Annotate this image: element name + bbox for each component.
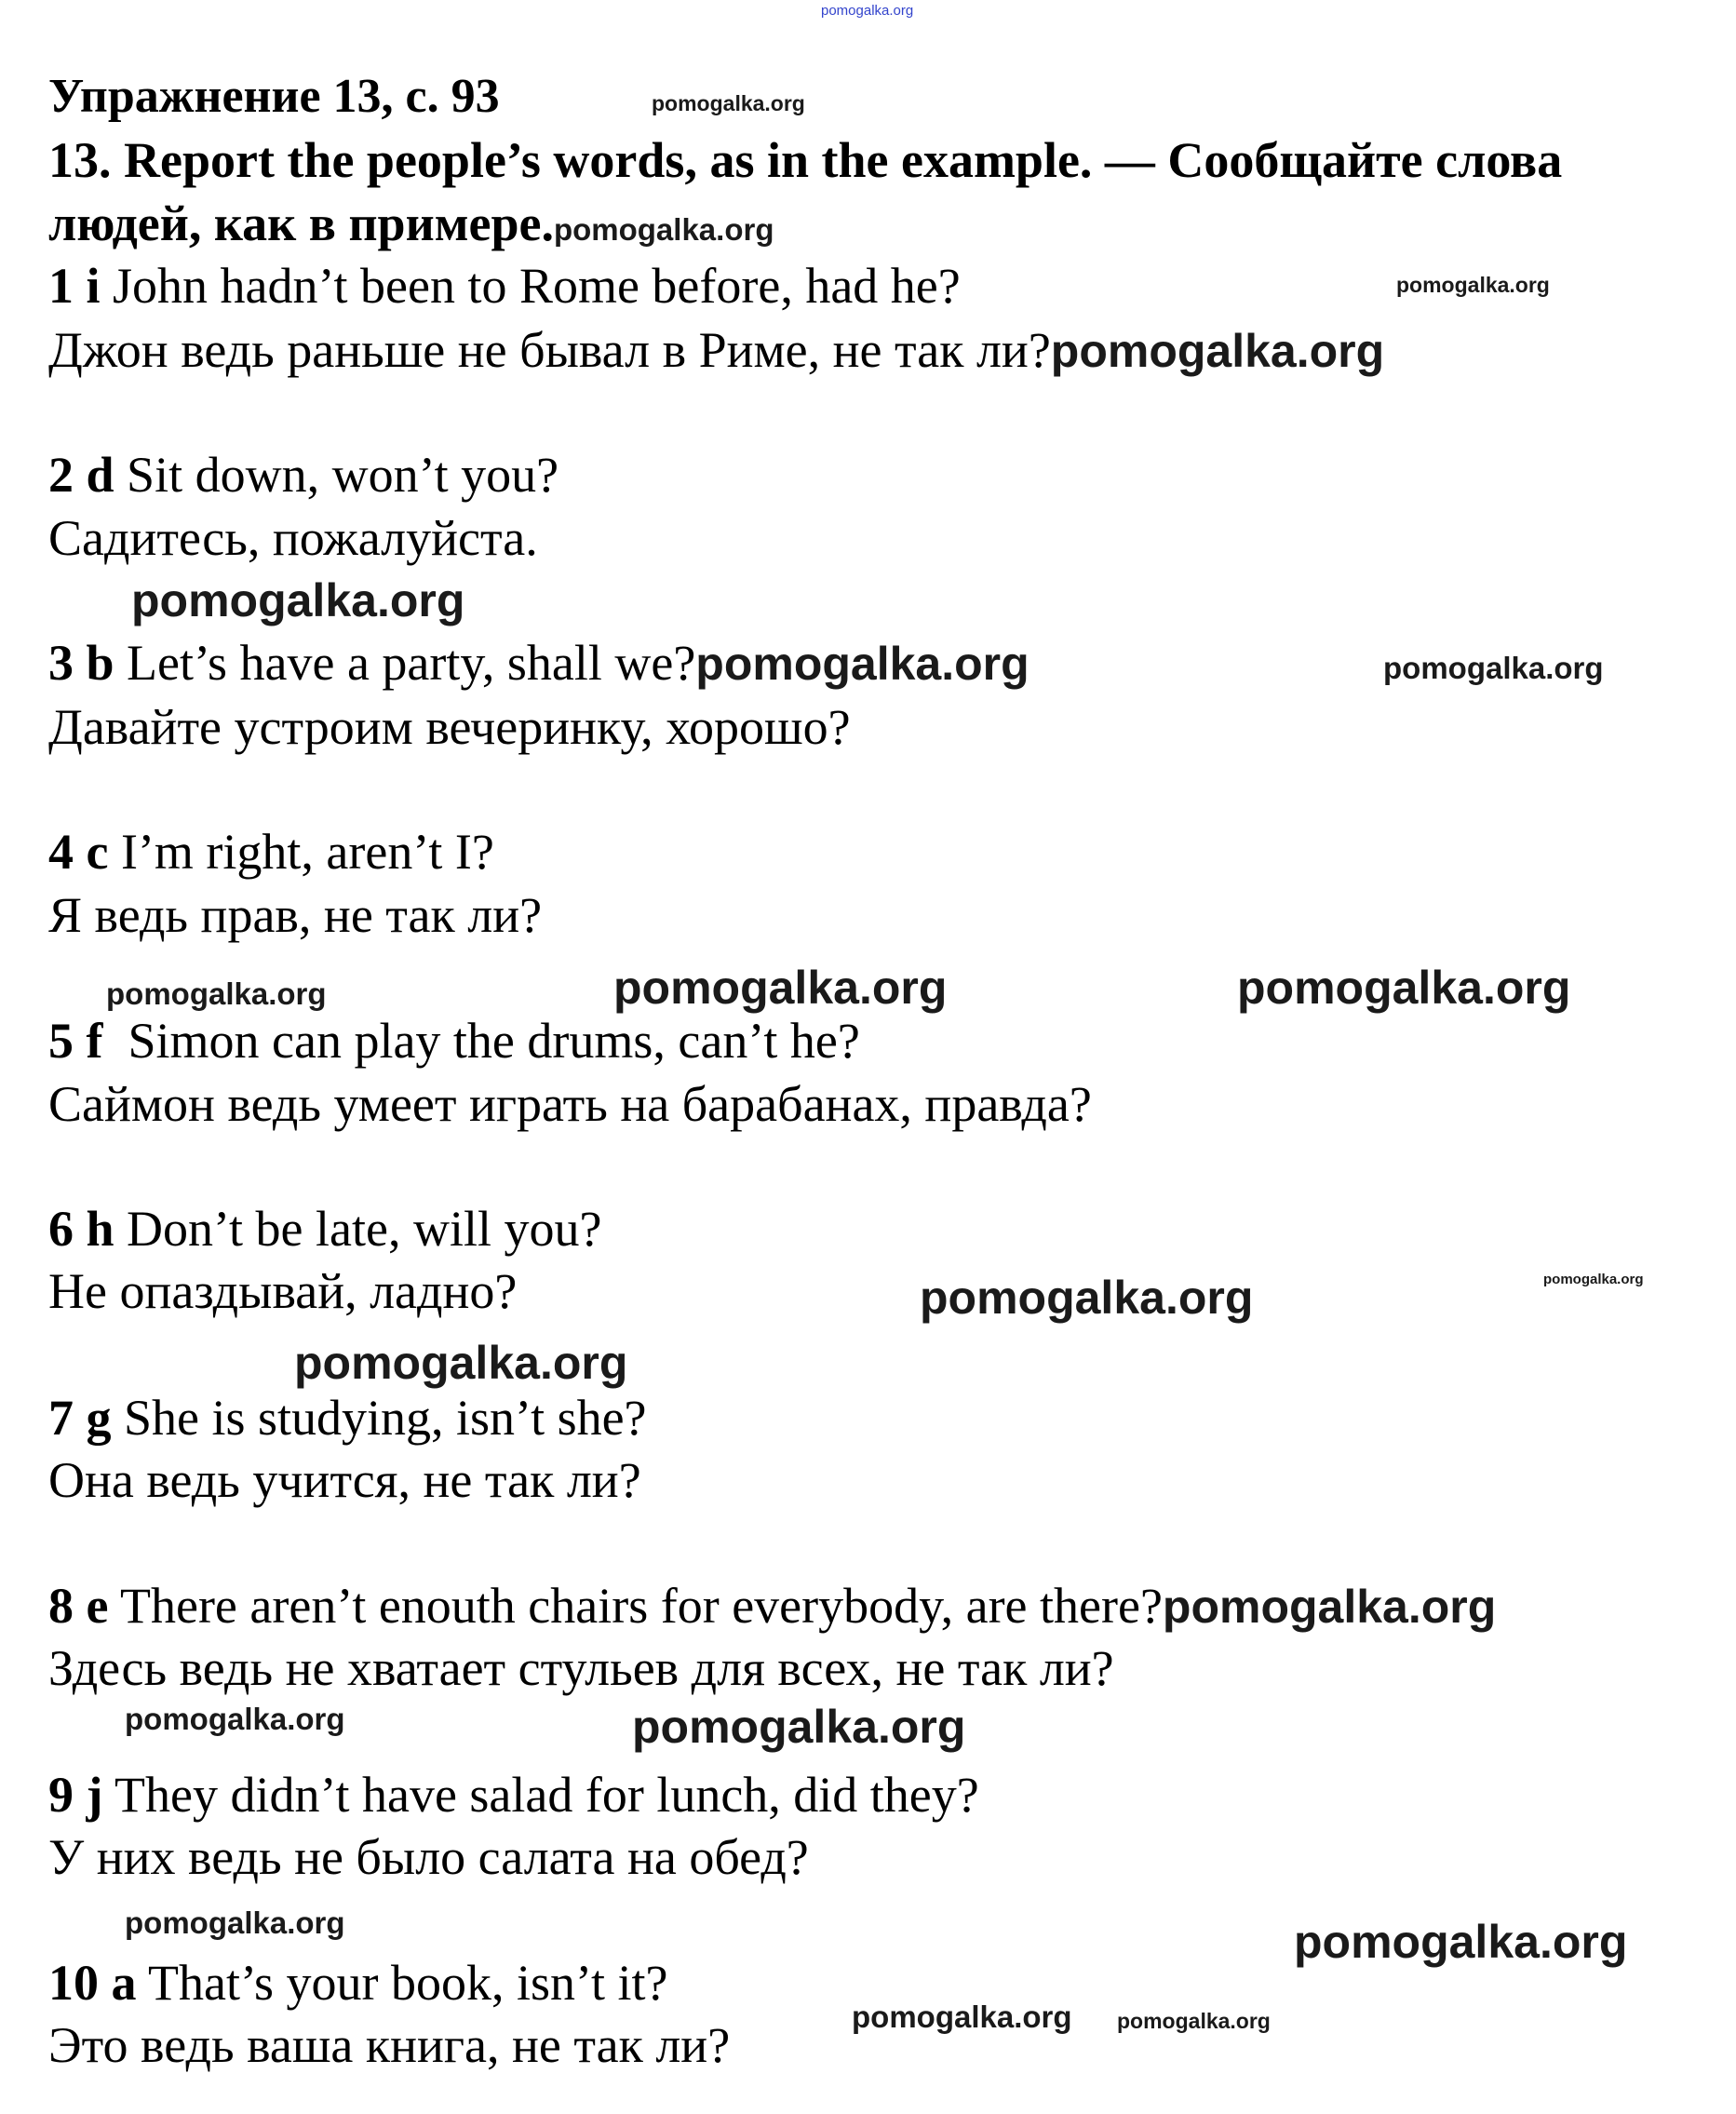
watermark: pomogalka.org: [125, 1702, 345, 1736]
watermark: pomogalka.org: [1383, 651, 1604, 685]
item-sentence: There aren’t enouth chairs for everybody, are there?: [108, 1578, 1163, 1634]
watermark: pomogalka.org: [1162, 1581, 1497, 1633]
watermark: pomogalka.org: [1294, 1916, 1628, 1968]
item-6-ru: Не опаздывай, ладно?: [48, 1263, 518, 1319]
watermark: pomogalka.org: [1237, 962, 1571, 1014]
item-key: 10 a: [48, 1955, 137, 2011]
watermark: pomogalka.org: [652, 91, 805, 115]
item-3-ru: Давайте устроим вечеринку, хорошо?: [48, 699, 851, 755]
watermark: pomogalka.org: [106, 976, 327, 1011]
watermark: pomogalka.org: [695, 638, 1029, 690]
item-7-en: [48, 1390, 647, 1446]
item-sentence: Simon can play the drums, can’t he?: [102, 1013, 860, 1069]
item-5-en: [48, 1013, 860, 1069]
watermark: pomogalka.org: [125, 1905, 345, 1940]
watermark: pomogalka.org: [1050, 325, 1385, 377]
item-sentence: She is studying, isn’t she?: [111, 1390, 647, 1446]
item-5-ru: Саймон ведь умеет играть на барабанах, правда?: [48, 1076, 1092, 1132]
item-key: 9 j: [48, 1767, 103, 1823]
item-key: 1 i: [48, 258, 101, 314]
watermark: pomogalka.org: [553, 212, 774, 247]
item-4-ru: Я ведь прав, не так ли?: [48, 887, 543, 943]
item-4-en: [48, 824, 494, 880]
item-9-en: [48, 1767, 979, 1823]
item-7-ru: Она ведь учится, не так ли?: [48, 1452, 641, 1508]
item-3-en: [48, 635, 1029, 691]
item-key: 5 f: [48, 1013, 103, 1069]
item-sentence: That’s your book, isn’t it?: [136, 1955, 668, 2011]
watermark-top[interactable]: pomogalka.org: [821, 3, 914, 19]
item-9-ru: У них ведь не было салата на обед?: [48, 1829, 809, 1885]
item-translation: Джон ведь раньше не бывал в Риме, не так ли?: [48, 322, 1051, 378]
watermark: pomogalka.org: [632, 1701, 966, 1753]
item-1-en: [48, 258, 961, 314]
watermark: pomogalka.org: [852, 2000, 1072, 2034]
item-key: 2 d: [48, 447, 114, 503]
item-key: 4 c: [48, 824, 109, 880]
watermark: pomogalka.org: [613, 962, 948, 1014]
watermark: pomogalka.org: [1396, 273, 1550, 297]
watermark: pomogalka.org: [294, 1337, 628, 1389]
item-8-ru: Здесь ведь не хватает стульев для всех, не так ли?: [48, 1640, 1114, 1696]
item-key: 8 e: [48, 1578, 109, 1634]
item-sentence: I’m right, aren’t I?: [108, 824, 494, 880]
item-10-en: [48, 1955, 667, 2011]
item-10-ru: Это ведь ваша книга, не так ли?: [48, 2017, 731, 2073]
item-key: 6 h: [48, 1201, 114, 1257]
item-8-en: [48, 1578, 1496, 1634]
task-instruction-line1: 13. Report the people’s words, as in the example. — Сообщайте слова: [48, 132, 1563, 188]
item-sentence: Sit down, won’t you?: [114, 447, 559, 503]
page-title: Упражнение 13, с. 93: [48, 70, 500, 123]
item-2-ru: Садитесь, пожалуйста.: [48, 510, 538, 566]
item-key: 3 b: [48, 635, 114, 691]
watermark: pomogalka.org: [920, 1272, 1254, 1324]
item-sentence: Let’s have a party, shall we?: [114, 635, 696, 691]
item-sentence: Don’t be late, will you?: [114, 1201, 602, 1257]
item-1-ru: [48, 322, 1384, 378]
task-instruction-text: людей, как в примере.: [48, 195, 554, 251]
item-key: 7 g: [48, 1390, 112, 1446]
item-sentence: John hadn’t been to Rome before, had he?: [100, 258, 961, 314]
watermark: pomogalka.org: [1117, 2009, 1271, 2033]
item-2-en: [48, 447, 558, 503]
watermark: pomogalka.org: [1543, 1272, 1644, 1287]
item-6-en: [48, 1201, 601, 1257]
item-sentence: They didn’t have salad for lunch, did they?: [102, 1767, 979, 1823]
task-instruction-line2: [48, 195, 774, 251]
watermark: pomogalka.org: [131, 574, 465, 626]
